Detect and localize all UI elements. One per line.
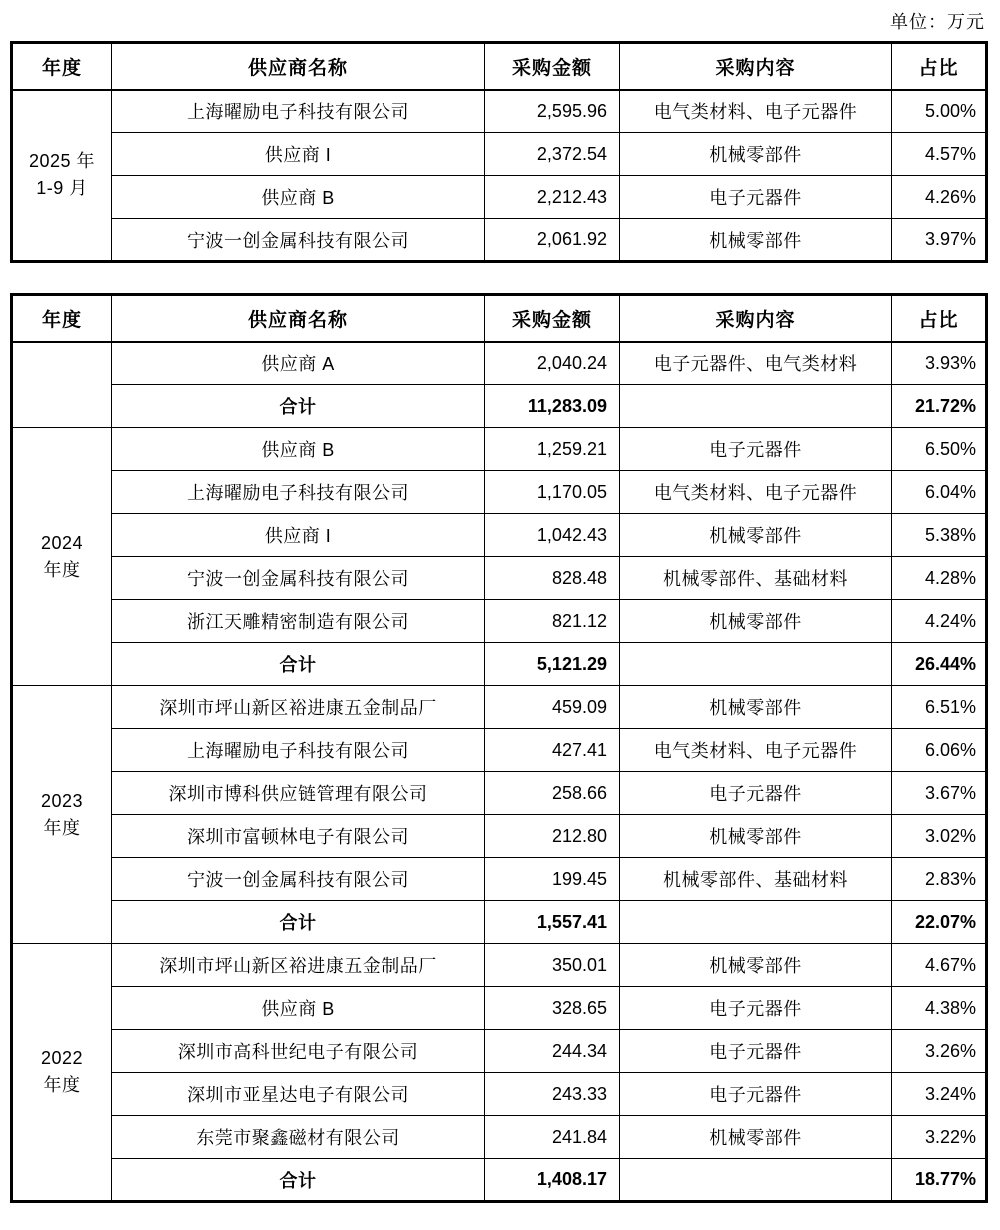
ratio-cell: 3.93% [892,342,987,385]
table-row [12,428,987,471]
year-line-1: 2023 [40,790,84,811]
amount-cell: 1,170.05 [485,471,620,514]
amount-cell: 1,408.17 [485,1159,620,1202]
supplier-cell: 上海曜励电子科技有限公司 [112,729,485,772]
total-row [12,385,987,428]
year-line-1: 2025 年 [28,151,96,172]
content-cell: 机械零部件 [620,686,892,729]
content-cell [620,901,892,944]
table-row [12,729,987,772]
total-row [12,643,987,686]
year-line-2: 年度 [43,559,81,580]
table-row [12,342,987,385]
amount-cell: 244.34 [485,1030,620,1073]
content-cell: 电子元器件 [620,772,892,815]
table-row [12,557,987,600]
supplier-cell: 深圳市高科世纪电子有限公司 [112,1030,485,1073]
amount-cell: 328.65 [485,987,620,1030]
ratio-cell: 6.51% [892,686,987,729]
year-cell [12,944,112,1202]
ratio-cell: 4.38% [892,987,987,1030]
total-label-cell: 合计 [112,1159,485,1202]
ratio-cell: 3.97% [892,219,987,262]
table-row [12,133,987,176]
amount-cell: 258.66 [485,772,620,815]
ratio-cell: 3.26% [892,1030,987,1073]
table-row [12,772,987,815]
header-cell-supplier: 供应商名称 [112,295,485,342]
ratio-cell: 3.67% [892,772,987,815]
content-cell: 机械零部件 [620,1116,892,1159]
amount-cell: 821.12 [485,600,620,643]
supplier-cell: 浙江天雕精密制造有限公司 [112,600,485,643]
table-row [12,1030,987,1073]
header-cell-year: 年度 [12,43,112,90]
ratio-cell: 26.44% [892,643,987,686]
content-cell: 电子元器件 [620,987,892,1030]
supplier-cell: 宁波一创金属科技有限公司 [112,219,485,262]
table-row [12,471,987,514]
unit-label: 单位：万元 [890,12,985,32]
ratio-cell: 3.22% [892,1116,987,1159]
header-cell-supplier: 供应商名称 [112,43,485,90]
amount-cell: 199.45 [485,858,620,901]
supplier-cell: 供应商 B [112,987,485,1030]
amount-cell: 427.41 [485,729,620,772]
amount-cell: 350.01 [485,944,620,987]
amount-cell: 1,557.41 [485,901,620,944]
supplier-cell: 供应商 I [112,133,485,176]
content-cell: 机械零部件、基础材料 [620,858,892,901]
content-cell [620,385,892,428]
content-cell: 机械零部件、基础材料 [620,557,892,600]
supplier-cell: 深圳市亚星达电子有限公司 [112,1073,485,1116]
ratio-cell: 22.07% [892,901,987,944]
supplier-cell: 上海曜励电子科技有限公司 [112,471,485,514]
amount-cell: 243.33 [485,1073,620,1116]
header-cell-amount: 采购金额 [485,295,620,342]
header-cell-content: 采购内容 [620,43,892,90]
year-line-2: 年度 [43,817,81,838]
table-row [12,600,987,643]
supplier-cell: 供应商 A [112,342,485,385]
year-line-2: 年度 [43,1075,81,1095]
year-line-1: 2022 [40,1048,84,1068]
amount-cell: 241.84 [485,1116,620,1159]
table-row [12,176,987,219]
content-cell: 电气类材料、电子元器件 [620,729,892,772]
table-row [12,858,987,901]
ratio-cell: 2.83% [892,858,987,901]
supplier-cell: 深圳市坪山新区裕进康五金制品厂 [112,944,485,987]
table-row [12,815,987,858]
content-cell: 电子元器件 [620,1030,892,1073]
supplier-cell: 深圳市富顿林电子有限公司 [112,815,485,858]
content-cell: 电子元器件 [620,428,892,471]
amount-cell: 2,061.92 [485,219,620,262]
header-cell-year: 年度 [12,295,112,342]
content-cell: 机械零部件 [620,600,892,643]
procurement-table-2022-2024 [10,293,988,1203]
table-row [12,686,987,729]
year-line-2: 1-9 月 [36,178,88,199]
amount-cell: 11,283.09 [485,385,620,428]
header-cell-ratio: 占比 [892,295,987,342]
amount-cell: 5,121.29 [485,643,620,686]
content-cell: 机械零部件 [620,815,892,858]
supplier-cell: 供应商 B [112,176,485,219]
ratio-cell: 21.72% [892,385,987,428]
header-cell-ratio: 占比 [892,43,987,90]
ratio-cell: 3.02% [892,815,987,858]
supplier-cell: 东莞市聚鑫磁材有限公司 [112,1116,485,1159]
content-cell: 机械零部件 [620,219,892,262]
content-cell: 电子元器件、电气类材料 [620,342,892,385]
total-row [12,901,987,944]
amount-cell: 2,372.54 [485,133,620,176]
table-row [12,514,987,557]
total-row [12,1159,987,1202]
amount-cell: 212.80 [485,815,620,858]
header-cell-amount: 采购金额 [485,43,620,90]
supplier-cell: 供应商 B [112,428,485,471]
ratio-cell: 5.38% [892,514,987,557]
content-cell [620,643,892,686]
content-cell: 机械零部件 [620,944,892,987]
amount-cell: 1,259.21 [485,428,620,471]
year-cell [12,90,112,262]
content-cell [620,1159,892,1202]
ratio-cell: 4.67% [892,944,987,987]
amount-cell: 2,040.24 [485,342,620,385]
table-row [12,90,987,133]
ratio-cell: 18.77% [892,1159,987,1202]
content-cell: 电子元器件 [620,176,892,219]
content-cell: 电气类材料、电子元器件 [620,471,892,514]
ratio-cell: 4.24% [892,600,987,643]
content-cell: 机械零部件 [620,133,892,176]
ratio-cell: 4.57% [892,133,987,176]
year-cell [12,428,112,686]
procurement-table-2025 [10,41,988,263]
ratio-cell: 4.28% [892,557,987,600]
supplier-cell: 上海曜励电子科技有限公司 [112,90,485,133]
table-row [12,944,987,987]
supplier-cell: 深圳市博科供应链管理有限公司 [112,772,485,815]
total-label-cell: 合计 [112,385,485,428]
table-row [12,1116,987,1159]
ratio-cell: 4.26% [892,176,987,219]
ratio-cell: 6.04% [892,471,987,514]
table-row [12,1073,987,1116]
total-label-cell: 合计 [112,643,485,686]
supplier-cell: 供应商 I [112,514,485,557]
ratio-cell: 6.50% [892,428,987,471]
ratio-cell: 5.00% [892,90,987,133]
supplier-cell: 宁波一创金属科技有限公司 [112,858,485,901]
ratio-cell: 6.06% [892,729,987,772]
amount-cell: 2,595.96 [485,90,620,133]
table-row [12,987,987,1030]
supplier-cell: 宁波一创金属科技有限公司 [112,557,485,600]
content-cell: 机械零部件 [620,514,892,557]
year-cell-empty [12,342,112,428]
content-cell: 电子元器件 [620,1073,892,1116]
amount-cell: 2,212.43 [485,176,620,219]
total-label-cell: 合计 [112,901,485,944]
amount-cell: 828.48 [485,557,620,600]
content-cell: 电气类材料、电子元器件 [620,90,892,133]
supplier-cell: 深圳市坪山新区裕进康五金制品厂 [112,686,485,729]
amount-cell: 459.09 [485,686,620,729]
header-row [12,295,987,342]
year-cell [12,686,112,944]
header-cell-content: 采购内容 [620,295,892,342]
table-row [12,219,987,262]
header-row [12,43,987,90]
amount-cell: 1,042.43 [485,514,620,557]
ratio-cell: 3.24% [892,1073,987,1116]
year-line-1: 2024 [40,532,84,553]
